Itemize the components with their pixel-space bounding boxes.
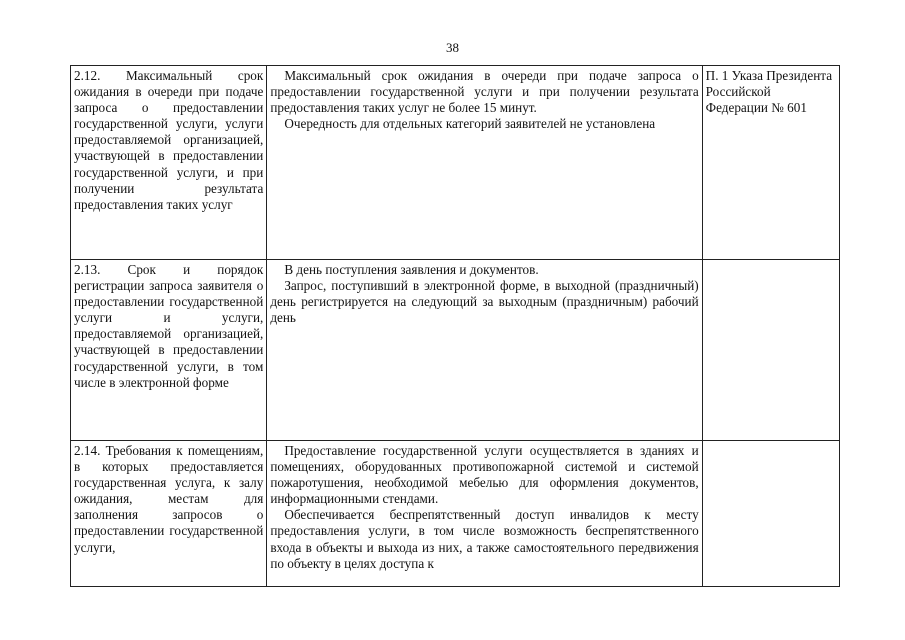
- legal-basis-cell: [702, 260, 839, 441]
- table-row: [71, 441, 840, 587]
- table-row: [71, 260, 840, 441]
- legal-basis-cell: [702, 441, 839, 587]
- requirement-cell: [71, 441, 267, 587]
- description-paragraph: В день поступления заявления и документов.: [284, 262, 539, 277]
- description-cell: [267, 260, 702, 441]
- description-paragraph: Очередность для отдельных категорий заявителей не установлена: [284, 116, 656, 132]
- page-number: 38: [446, 40, 459, 55]
- description-paragraph: Запрос, поступивший в электронной форме, в выходной (праздничный) день регистрируется на следующий за выходным (праздничным) рабочий день: [270, 278, 699, 326]
- description-paragraph: Максимальный срок ожидания в очереди при подаче запроса о предоставлении государственной услуги и при получении результата предоставления таких услуг не более 15 минут.: [270, 68, 699, 116]
- requirement-cell: [71, 260, 267, 441]
- requirement-cell: [71, 66, 267, 260]
- description-paragraph: Обеспечивается беспрепятственный доступ инвалидов к месту предоставления услуги, в том числе возможность беспрепятственного входа в объекты и выхода из них, а также самостоятельного передвижения по объекту в целях доступа к: [270, 507, 699, 571]
- legal-basis-text: П. 1 Указа Президента Российской Федерации № 601: [705, 68, 833, 116]
- requirement-text: 2.14. Требования к помещениям, в которых предоставляется государственная услуга, к залу ожидания, местам для заполнения запросов о предоставлении государственной услуги,: [74, 443, 264, 555]
- regulation-table: [70, 65, 840, 587]
- table-row: [71, 66, 840, 260]
- legal-basis-cell: [702, 66, 839, 260]
- requirement-text: 2.13. Срок и порядок регистрации запроса заявителя о предоставлении государственной услуги и услуги, предоставляемой организацией, участвующей в предоставлении государственной услуги, в том числе в электронной форме: [74, 262, 264, 390]
- requirement-text: 2.12. Максимальный срок ожидания в очереди при подаче запроса о предоставлении государственной услуги, услуги предоставляемой организацией, участвующей в предоставлении государственной услуги, и при получении результата предоставления таких услуг: [74, 68, 264, 212]
- description-cell: [267, 66, 702, 260]
- description-paragraph: Предоставление государственной услуги осуществляется в зданиях и помещениях, оборудованных противопожарной системой и системой пожаротушения, необходимой мебелью для оформления документов, информационными стендами.: [270, 443, 699, 507]
- description-cell: [267, 441, 702, 587]
